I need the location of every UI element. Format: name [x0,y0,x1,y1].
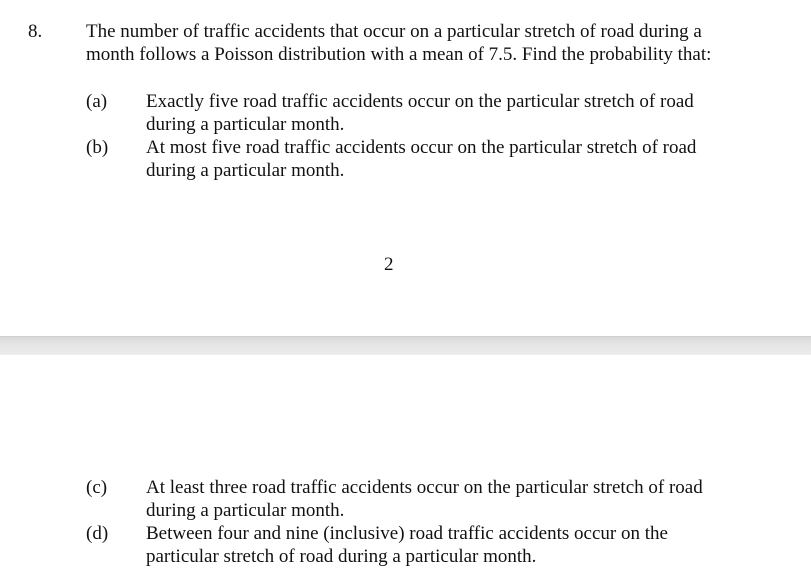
part-a-label: (a) [86,91,108,112]
part-a-text [146,90,694,136]
part-a-line: Exactly five road traffic accidents occur on the particular stretch of road [146,91,694,112]
question-stem-line: The number of traffic accidents that occur on a particular stretch of road during a [86,21,702,42]
part-b-line: during a particular month. [146,160,345,181]
part-c-text [146,476,703,522]
part-d-line: Between four and nine (inclusive) road traffic accidents occur on the [146,523,668,544]
part-c-label: (c) [86,477,108,498]
part-b-text [146,136,696,182]
page-number: 2 [384,254,394,275]
question-number: 8. [28,21,43,42]
part-b-label: (b) [86,137,109,158]
part-a-line: during a particular month. [146,114,345,135]
part-b-line: At most five road traffic accidents occur on the particular stretch of road [146,137,697,158]
part-d-line: particular stretch of road during a particular month. [146,546,537,567]
part-c-line: during a particular month. [146,500,345,521]
question-stem [86,20,711,66]
part-d-text [146,522,668,568]
page-2 [0,355,811,583]
part-c-line: At least three road traffic accidents occur on the particular stretch of road [146,477,703,498]
part-d-label: (d) [86,523,109,544]
page-break-divider [0,336,811,355]
question-stem-line: month follows a Poisson distribution with a mean of 7.5. Find the probability that: [86,44,712,65]
